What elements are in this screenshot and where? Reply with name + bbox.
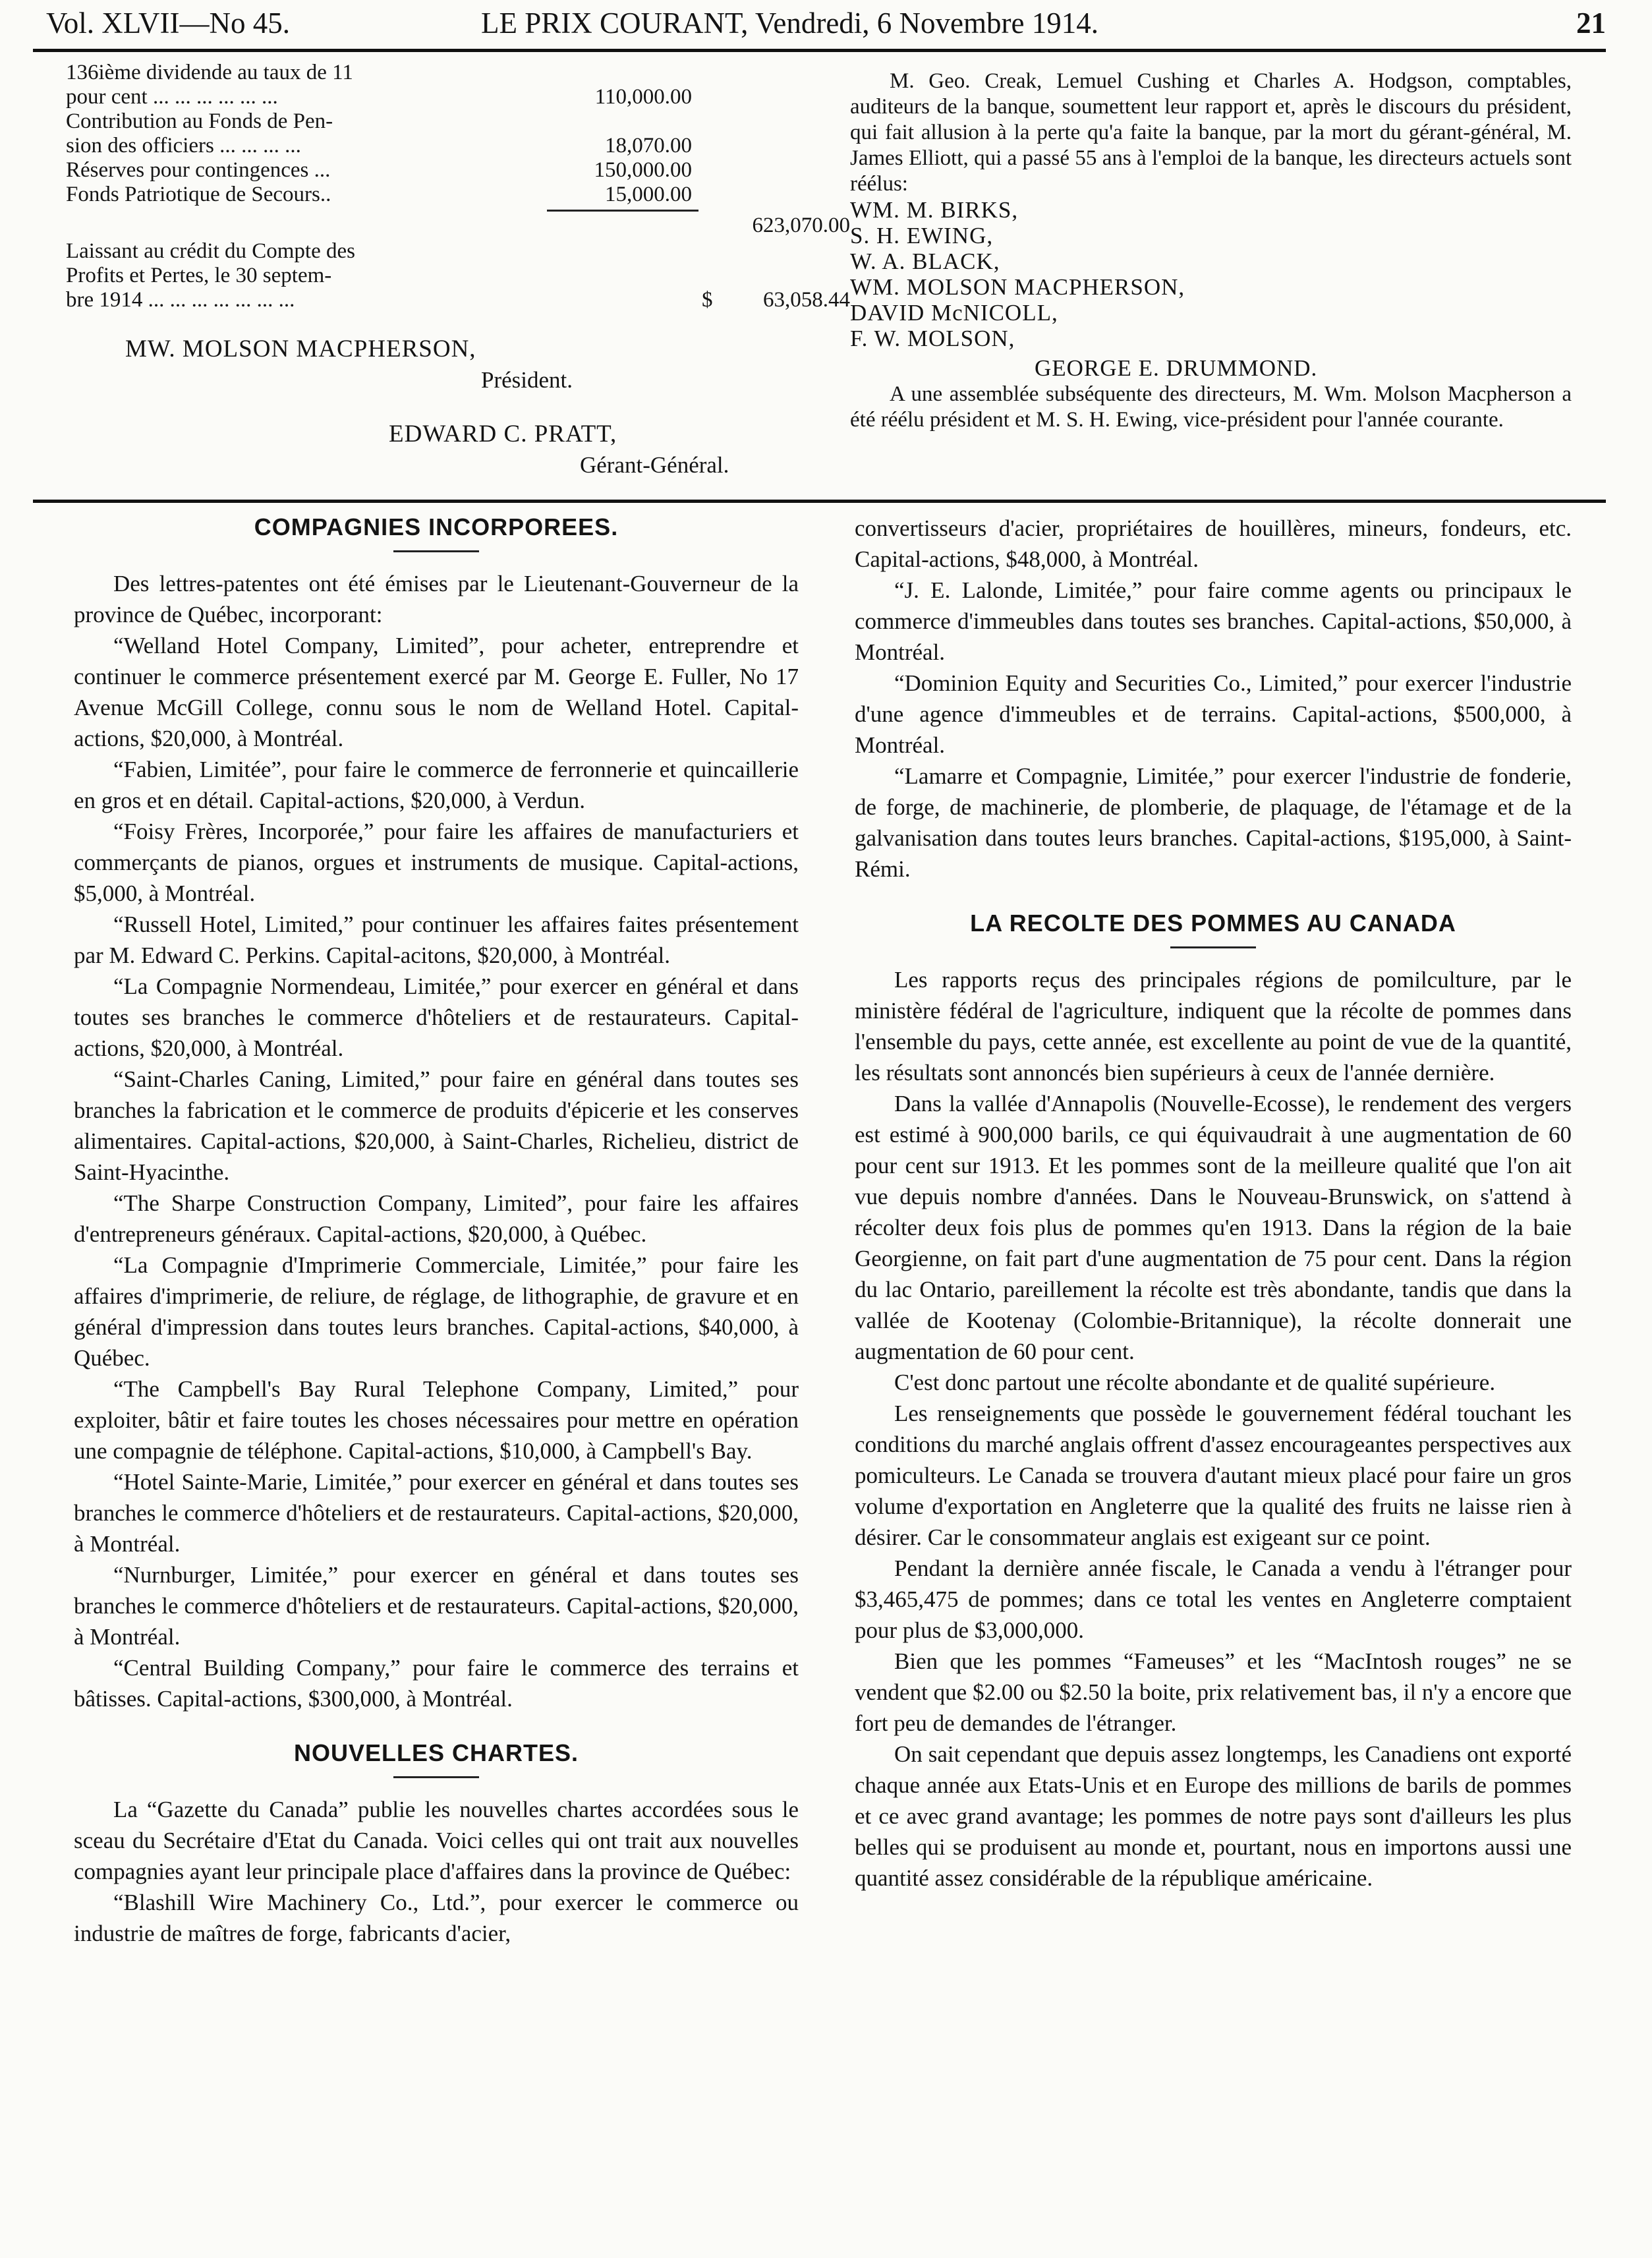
company-paragraph: “Welland Hotel Company, Limited”, pour acheter, entreprendre et continuer le commerce présentement exercé par M. George E. Fuller, No 17 Avenue McGill College, connu sous le nom de Welland Hotel. Capital-actions, $20,000, à Montréal. [74, 633, 799, 751]
manager-name: EDWARD C. PRATT, [389, 420, 617, 448]
fin-row [66, 264, 797, 288]
charters-heading: NOUVELLES CHARTES. [293, 1739, 579, 1766]
apples-heading: LA RECOLTE DES POMMES AU CANADA [970, 910, 1456, 937]
fin-amount: 15,000.00 [605, 183, 692, 206]
closing-paragraph: A une assemblée subséquente des directeurs, M. Wm. Molson Macpherson a été réélu président et M. S. H. Ewing, vice-président pour l'année courante. [850, 382, 1572, 432]
page-number: 21 [1576, 7, 1606, 40]
fin-amount: 18,070.00 [605, 134, 692, 158]
page-header [46, 4, 1606, 42]
director-item: WM. M. BIRKS, [850, 197, 1019, 223]
fin-row [66, 288, 850, 312]
section-rule [33, 500, 1606, 503]
president-title: Président. [481, 367, 573, 393]
directors-list [850, 197, 1572, 351]
company-paragraph: “Fabien, Limitée”, pour faire le commerce de ferronnerie et quincaillerie en gros et en détail. Capital-actions, $20,000, à Verdun. [74, 757, 799, 813]
charter-continued: convertisseurs d'acier, propriétaires de houillères, mineurs, fondeurs, etc. Capital-actions, $48,000, à Montréal. [855, 515, 1572, 572]
apples-paragraph: C'est donc partout une récolte abondante et de qualité supérieure. [894, 1370, 1496, 1395]
fin-amount: 110,000.00 [594, 85, 692, 109]
fin-label: Réserves pour contingences ... [66, 158, 331, 182]
charter-paragraph: “J. E. Lalonde, Limitée,” pour faire comme agents ou principaux le commerce d'immeubles dans toutes ses branches. Capital-actions, $50,000, à Montréal. [855, 577, 1572, 665]
fin-row [66, 183, 797, 207]
fin-subtotal: 623,070.00 [752, 214, 850, 237]
apples-paragraph: On sait cependant que depuis assez longtemps, les Canadiens ont exporté chaque année aux Etats-Unis et en Europe des millions de barils de pommes et ce avec grand avantage; les pommes de notre pays sont d'ailleurs les plus belles qui se produisent au monde et, pourtant, nous en importons aussi une quantité assez considérable de la république américaine. [855, 1741, 1572, 1891]
apples-paragraph: Bien que les pommes “Fameuses” et les “MacIntosh rouges” ne se vendent que $2.00 ou $2.50 la boite, prix relativement bas, il n'y a encore que fort peu de demandes de l'étranger. [855, 1648, 1572, 1736]
company-paragraph: “La Compagnie d'Imprimerie Commerciale, Limitée,” pour faire les affaires d'imprimerie, de reliure, de réglage, de lithographie, de gravure et en général d'impression dans toutes leurs branches. Capital-actions, $40,000, à Québec. [74, 1252, 799, 1371]
fin-row [66, 134, 797, 158]
heading-rule [393, 550, 479, 552]
fin-row [66, 61, 797, 85]
director-item: DAVID McNICOLL, [850, 300, 1058, 326]
balance-amount: 63,058.44 [763, 288, 850, 312]
heading-rule [1170, 946, 1256, 948]
director-item: GEORGE E. DRUMMOND. [1035, 355, 1318, 381]
fin-subtotal-row [66, 212, 850, 239]
balance-label: bre 1914 ... ... ... ... ... ... ... [66, 288, 295, 312]
director-item: W. A. BLACK, [850, 248, 1000, 274]
fin-amount: 150,000.00 [594, 158, 692, 182]
fin-label: sion des officiers ... ... ... ... [66, 134, 301, 158]
charter-paragraph: “Dominion Equity and Securities Co., Limited,” pour exercer l'industrie d'une agence d'immeubles et de terrains. Capital-actions, $500,000, à Montréal. [855, 670, 1572, 758]
fin-label: 136ième dividende au taux de 11 [66, 61, 353, 84]
right-column [855, 513, 1572, 1894]
director-item: S. H. EWING, [850, 223, 994, 248]
charter-paragraph: “Lamarre et Compagnie, Limitée,” pour exercer l'industrie de fonderie, de forge, de machinerie, de plomberie, de plaquage, de l'étamage et de la galvanisation dans toutes leurs branches. Capital-actions, $195,000, à Saint-Rémi. [855, 763, 1572, 882]
company-paragraph: “La Compagnie Normendeau, Limitée,” pour exercer en général et dans toutes ses branches le commerce d'hôteliers et de restaurateurs. Capital-actions, $20,000, à Montréal. [74, 973, 799, 1061]
publication-title: LE PRIX COURANT, Vendredi, 6 Novembre 1914. [481, 7, 1098, 40]
companies-intro: Des lettres-patentes ont été émises par le Lieutenant-Gouverneur de la province de Québec, incorporant: [74, 571, 799, 627]
fin-row [66, 239, 797, 264]
auditors-paragraph: M. Geo. Creak, Lemuel Cushing et Charles A. Hodgson, comptables, auditeurs de la banque, soumettent leur rapport et, après le discours du président, qui fait allusion à la perte qu'a faite la banque, par la mort du gérant-général, M. James Elliott, qui a passé 55 ans à l'emploi de la banque, les directeurs actuels sont réélus: [850, 69, 1572, 196]
balance-label: Profits et Pertes, le 30 septem- [66, 264, 332, 287]
financial-statement [66, 61, 850, 478]
fin-label: Fonds Patriotique de Secours.. [66, 183, 331, 206]
fin-label: pour cent ... ... ... ... ... ... [66, 85, 278, 109]
director-item: F. W. MOLSON, [850, 326, 1015, 351]
company-paragraph: “Hotel Sainte-Marie, Limitée,” pour exercer en général et dans toutes ses branches le commerce d'hôteliers et de restaurateurs. Capital-actions, $20,000, à Montréal. [74, 1469, 799, 1557]
company-paragraph: “Central Building Company,” pour faire le commerce des terrains et bâtisses. Capital-actions, $300,000, à Montréal. [74, 1655, 799, 1712]
company-paragraph: “Russell Hotel, Limited,” pour continuer les affaires faites présentement par M. Edward C. Perkins. Capital-acitons, $20,000, à Montréal. [74, 912, 799, 968]
volume-number: Vol. XLVII—No 45. [46, 7, 291, 40]
apples-paragraph: Les renseignements que possède le gouvernement fédéral touchant les conditions du marché anglais offrent d'assez encourageantes perspectives aux pomiculteurs. Le Canada se trouvera d'autant mieux placé pour faire un gros volume d'exportation en Angleterre que la qualité des fruits ne laisse rien à désirer. Car le consommateur anglais est exigeant sur ce point. [855, 1401, 1572, 1550]
fin-row [66, 85, 797, 109]
company-paragraph: “The Campbell's Bay Rural Telephone Company, Limited,” pour exploiter, bâtir et faire toutes les choses nécessaires pour mettre en opération une compagnie de téléphone. Capital-actions, $10,000, à Campbell's Bay. [74, 1376, 799, 1464]
president-name: MW. MOLSON MACPHERSON, [125, 335, 476, 362]
charter-paragraph: “Blashill Wire Machinery Co., Ltd.”, pour exercer le commerce ou industrie de maîtres de forge, fabricants d'acier, [74, 1890, 799, 1946]
company-paragraph: “The Sharpe Construction Company, Limited”, pour faire les affaires d'entrepreneurs généraux. Capital-actions, $20,000, à Québec. [74, 1190, 799, 1247]
heading-rule [393, 1776, 479, 1778]
apples-paragraph: Dans la vallée d'Annapolis (Nouvelle-Ecosse), le rendement des vergers est estimé à 900,000 barils, ce qui équivaudrait à une augmentation de 60 pour cent sur 1913. Et les pommes sont de la meilleure qualité que l'on ait vue depuis nombre d'années. Dans le Nouveau-Brunswick, on s'attend à récolter deux fois plus de pommes qu'en 1913. Dans la région de la baie Georgienne, on fait part d'une augmentation de 75 pour cent. Dans la région du lac Ontario, pareillement la récolte est très abondante, tandis que dans la vallée de Kootenay (Colombie-Britannique), la récolte donnerait une augmentation de 60 pour cent. [855, 1091, 1572, 1364]
balance-label: Laissant au crédit du Compte des [66, 239, 355, 263]
companies-heading: COMPAGNIES INCORPOREES. [254, 513, 619, 540]
header-rule [33, 49, 1606, 52]
fin-row [66, 158, 797, 183]
charter-paragraph: La “Gazette du Canada” publie les nouvelles chartes accordées sous le sceau du Secrétaire d'Etat du Canada. Voici celles qui ont trait aux nouvelles compagnies ayant leur principale place d'affaires dans la province de Québec: [74, 1797, 799, 1884]
fin-label: Contribution au Fonds de Pen- [66, 109, 333, 133]
manager-title: Gérant-Général. [580, 452, 729, 478]
company-paragraph: “Nurnburger, Limitée,” pour exercer en général et dans toutes ses branches le commerce d'hôteliers et de restaurateurs. Capital-actions, $20,000, à Montréal. [74, 1562, 799, 1650]
left-column [74, 511, 799, 1949]
fin-row [66, 109, 797, 134]
company-paragraph: “Saint-Charles Caning, Limited,” pour faire en général dans toutes ses branches la fabrication et le commerce de produits d'épicerie et les conserves alimentaires. Capital-actions, $20,000, à Saint-Charles, Richelieu, district de Saint-Hyacinthe. [74, 1066, 799, 1185]
auditors-section [850, 69, 1572, 433]
apples-paragraph: Pendant la dernière année fiscale, le Canada a vendu à l'étranger pour $3,465,475 de pommes; dans ce total les ventes en Angleterre comptaient pour plus de $3,000,000. [855, 1555, 1572, 1643]
director-item: WM. MOLSON MACPHERSON, [850, 274, 1185, 300]
apples-paragraph: Les rapports reçus des principales régions de pomilculture, par le ministère fédéral de l'agriculture, indiquent que la récolte de pommes dans l'ensemble du pays, cette année, est excellente au point de vue de la quantité, les résultats sont annoncés bien supérieurs à ceux de l'année dernière. [855, 967, 1572, 1086]
currency-symbol: $ [702, 288, 713, 312]
company-paragraph: “Foisy Frères, Incorporée,” pour faire les affaires de manufacturiers et commerçants de pianos, orgues et instruments de musique. Capital-actions, $5,000, à Montréal. [74, 819, 799, 906]
